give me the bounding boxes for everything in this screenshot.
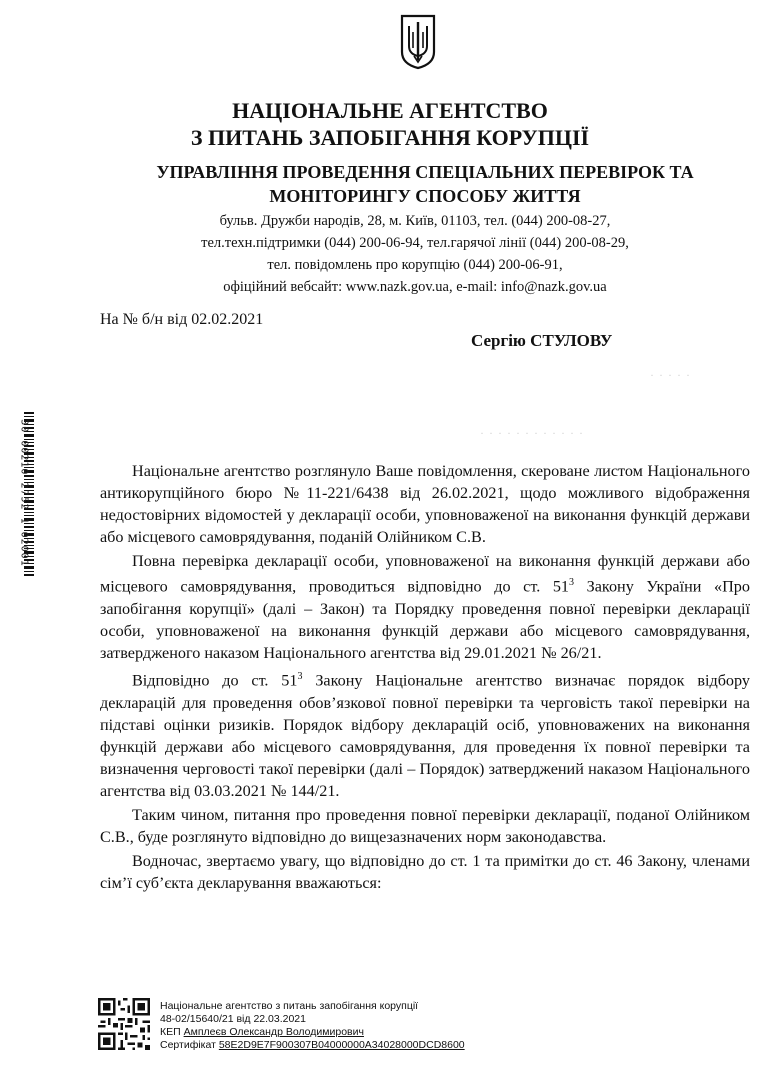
paragraph-4: Таким чином, питання про проведення повної перевірки декларації, поданої Олійником С.В., буде розглянуто відповідно до вищезазначених норм законодавства.: [100, 806, 750, 847]
contact-line-corruption: тел. повідомлень про корупцію (044) 200-06-91,: [267, 257, 563, 273]
paragraph-1: Національне агентство розглянуло Ваше повідомлення, скероване листом Національного антикорупційного бюро №11-221/6438 від 26.02.2021, щодо можливого відображення недостовірних відомостей у декларації особи, уповноваженої на виконання функцій держави або місцевого самоврядування, поданій Олійником С.В.: [100, 462, 750, 547]
barcode-number: 30 00210 2752 1 02001: [18, 419, 30, 567]
agency-name: [0, 97, 780, 151]
signature-org: Національне агентство з питань запобігання корупції: [160, 1000, 419, 1012]
paragraph-5: Водночас, звертаємо увагу, що відповідно до ст. 1 та примітки до ст. 46 Закону, членами сім’ї суб’єкта декларування вважаються:: [100, 852, 750, 893]
qr-code-icon: [98, 998, 150, 1050]
letter-body: [100, 460, 750, 897]
addressee-name: Сергію СТУЛОВУ: [471, 331, 613, 350]
signature-info: [160, 1000, 465, 1052]
paragraph-3: Відповідно до ст. $51^3$ Закону Національне агентство визначає порядок відбору декларацій для проведення обов’язкової повної перевірки та черговість такої перевірки на підставі оцінки ризиків. Порядок відбору декларацій осіб, уповноважених на виконання функцій держави або місцевого самоврядування, для проведення їх повної перевірки та визначення черговості такої перевірки (далі – Порядок) затверджений наказом Національного агентства від 03.03.2021 № 144/21.: [100, 671, 750, 801]
department-line-2: МОНІТОРИНГУ СПОСОБУ ЖИТТЯ: [269, 186, 581, 206]
contact-line-support: тел.техн.підтримки (044) 200-06-94, тел.гарячої лінії (044) 200-08-29,: [201, 235, 629, 251]
agency-line-1: НАЦІОНАЛЬНЕ АГЕНТСТВО: [232, 98, 548, 123]
barcode: [10, 412, 34, 577]
coat-of-arms-icon: [400, 14, 436, 70]
signature-cert: Сертифікат 58E2D9E7F900307B04000000A34028000DCD8600: [160, 1039, 465, 1051]
signer-name: Амплеєв Олександр Володимирович: [183, 1026, 364, 1038]
faint-mark-2: · · · · · · · · · · · ·: [480, 426, 584, 440]
agency-line-2: З ПИТАНЬ ЗАПОБІГАННЯ КОРУПЦІЇ: [190, 125, 590, 150]
department-line-1: УПРАВЛІННЯ ПРОВЕДЕННЯ СПЕЦІАЛЬНИХ ПЕРЕВІРОК ТА: [156, 162, 694, 182]
certificate-id: 58E2D9E7F900307B04000000A34028000DCD8600: [218, 1039, 465, 1051]
contact-line-website: офіційний вебсайт: www.nazk.gov.ua, e-mail: info@nazk.gov.ua: [223, 279, 607, 295]
department-name: [0, 160, 780, 208]
paragraph-2: Повна перевірка декларації особи, уповноваженої на виконання функцій держави або місцевого самоврядування, проводиться відповідно до ст. $51^3$ Закону України «Про запобігання корупції» (далі – Закон) та Порядку проведення повної перевірки декларації особи, уповноваженої на виконання функцій держави або місцевого самоврядування, затвердженого наказом Національного агентства від 29.01.2021 № 26/21.: [100, 552, 750, 663]
signature-doc-number: 48-02/15640/21 від 22.03.2021: [160, 1013, 306, 1025]
signature-kep: КЕП Амплеєв Олександр Володимирович: [160, 1026, 364, 1038]
reference-number: На № б/н від 02.02.2021: [100, 311, 264, 328]
contact-line-address: бульв. Дружби народів, 28, м. Київ, 01103, тел. (044) 200-08-27,: [219, 213, 611, 229]
contact-block: [0, 210, 780, 298]
faint-mark-1: · · · · ·: [650, 368, 691, 382]
